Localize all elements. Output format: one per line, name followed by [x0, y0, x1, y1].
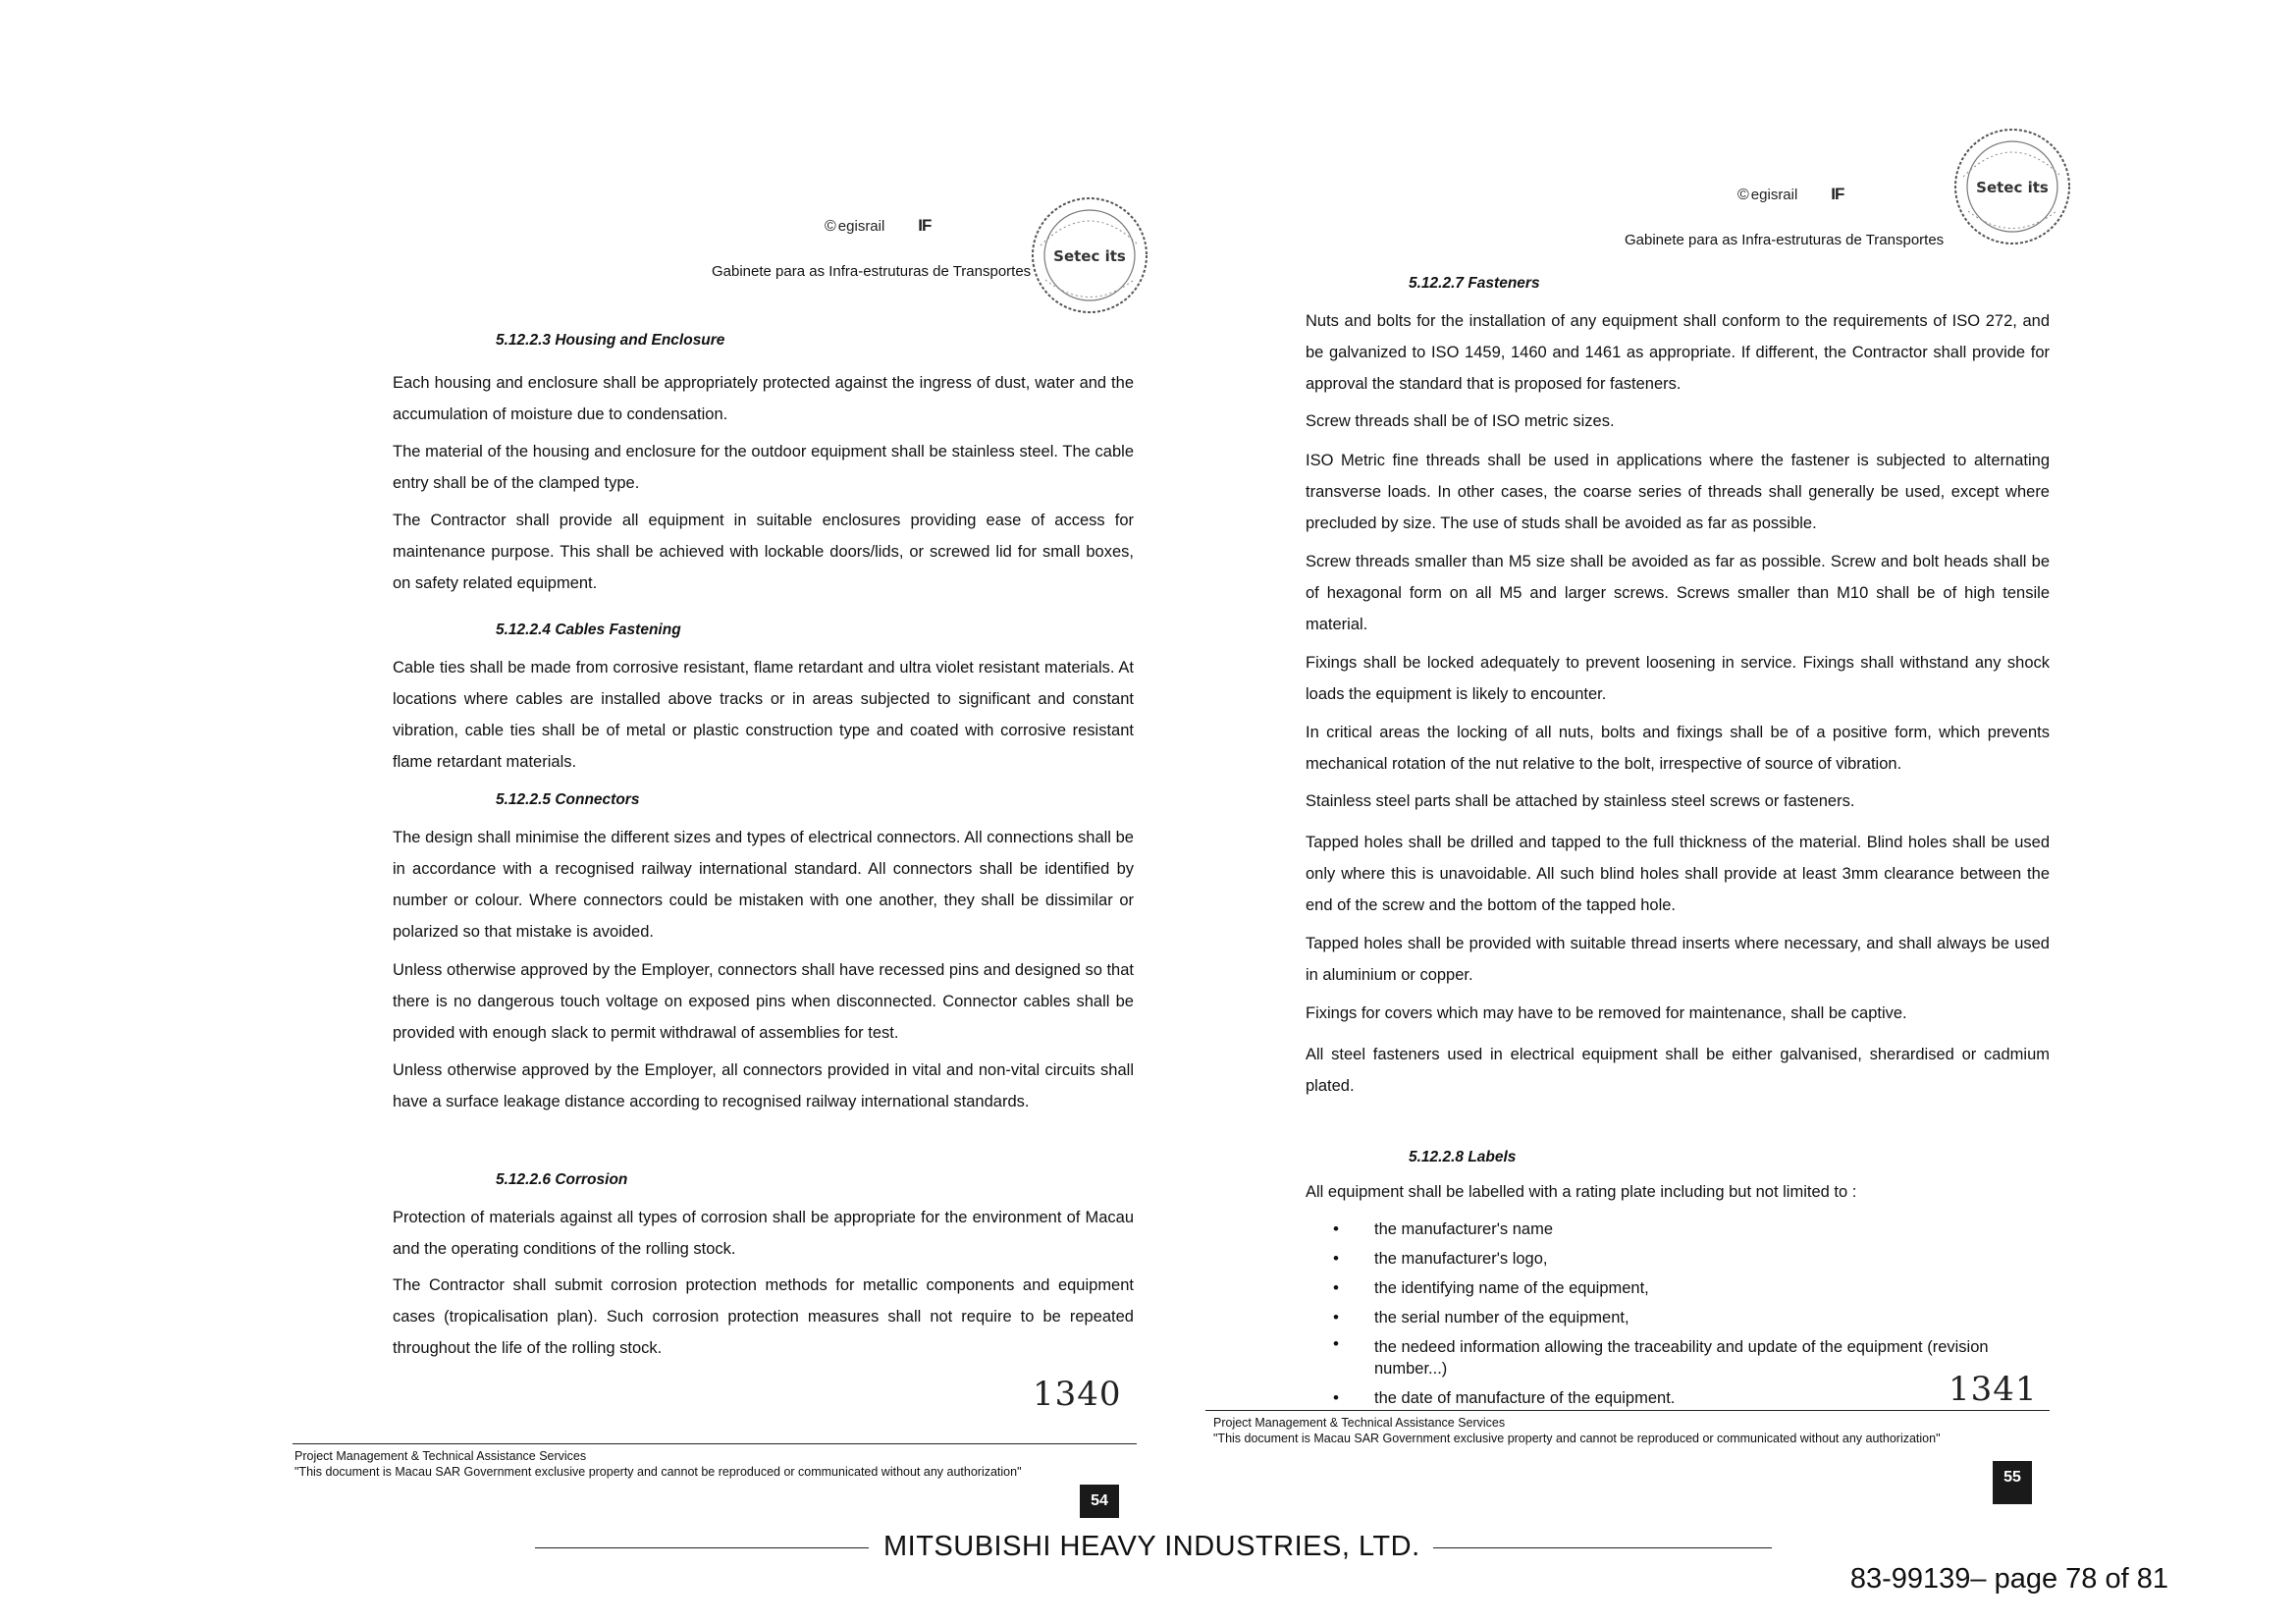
if-logo: IF: [918, 216, 932, 235]
handwritten-page-number: 1340: [1033, 1375, 1122, 1414]
paragraph: Cable ties shall be made from corrosive resistant, flame retardant and ultra violet resistant materials. At locations where cables are installed above tracks or in areas subjected to significant and constant vibration, cable ties shall be of metal or plastic construction type and coated with corrosive resistant flame retardant materials.: [393, 659, 1134, 771]
svg-text:Setec its: Setec its: [1976, 179, 2049, 196]
paragraph: The Contractor shall provide all equipment in suitable enclosures providing ease of access for maintenance purpose. This shall be achieved with lockable doors/lids, or screwed lid for small boxes, on safety related equipment.: [393, 512, 1134, 592]
gabinete-line: Gabinete para as Infra-estruturas de Transportes: [1625, 232, 1945, 248]
page-number-badge: 55: [1993, 1461, 2032, 1504]
list-item: • the date of manufacture of the equipment.: [1306, 1384, 2050, 1412]
company-name: MITSUBISHI HEAVY INDUSTRIES, LTD.: [883, 1531, 1420, 1562]
footer-services: Project Management & Technical Assistance Services: [294, 1449, 587, 1463]
company-banner: [535, 1527, 1772, 1566]
paragraph: Screw threads shall be of ISO metric sizes.: [1306, 412, 1615, 430]
list-item: • the manufacturer's name: [1306, 1216, 2050, 1243]
egis-logo: © egisrail: [1737, 187, 1797, 203]
paragraph: The material of the housing and enclosure for the outdoor equipment shall be stainless steel. The cable entry shall be of the clamped type.: [393, 443, 1134, 492]
list-item: • the manufacturer's logo,: [1306, 1245, 2050, 1272]
paragraph: All steel fasteners used in electrical equipment shall be either galvanised, sherardised or cadmium plated.: [1306, 1046, 2050, 1095]
footer-rule: [293, 1443, 1137, 1444]
document-page-reference: 83-99139– page 78 of 81: [1849, 1563, 2168, 1595]
banner-rule-right: [1433, 1547, 1772, 1548]
handwritten-page-number: 1341: [1949, 1370, 2038, 1409]
section-heading: 5.12.2.8 Labels: [1409, 1149, 1517, 1165]
footer-services: Project Management & Technical Assistance Services: [1213, 1416, 1506, 1430]
paragraph: Stainless steel parts shall be attached by stainless steel screws or fasteners.: [1306, 792, 1855, 810]
section-heading: 5.12.2.4 Cables Fastening: [496, 622, 681, 638]
svg-text:Setec its: Setec its: [1053, 247, 1126, 265]
paragraph: Fixings for covers which may have to be removed for maintenance, shall be captive.: [1306, 1004, 1907, 1022]
section-heading: 5.12.2.5 Connectors: [496, 791, 640, 808]
section-heading: 5.12.2.7 Fasteners: [1409, 275, 1540, 292]
left-page: [393, 187, 1148, 1522]
paragraph: In critical areas the locking of all nuts, bolts and fixings shall be of a positive form, which prevents mechanical rotation of the nut relative to the bolt, irrespective of source of vibration.: [1306, 724, 2050, 773]
list-item: • the identifying name of the equipment,: [1306, 1274, 2050, 1302]
section-heading: 5.12.2.3 Housing and Enclosure: [496, 332, 725, 349]
page-number-badge: 54: [1080, 1485, 1119, 1518]
paragraph: The Contractor shall submit corrosion protection methods for metallic components and equipment cases (tropicalisation plan). Such corrosion protection measures shall not require to be repeated throughout the life of the rolling stock.: [393, 1276, 1134, 1357]
footer-copyright: "This document is Macau SAR Government exclusive property and cannot be reproduced or communicated without any authorization": [294, 1465, 1022, 1479]
footer-copyright: "This document is Macau SAR Government exclusive property and cannot be reproduced or communicated without any authorization": [1213, 1432, 1941, 1445]
paragraph: Unless otherwise approved by the Employer, all connectors provided in vital and non-vital circuits shall have a surface leakage distance according to recognised railway international standards.: [393, 1061, 1134, 1110]
paragraph: The design shall minimise the different sizes and types of electrical connectors. All connections shall be in accordance with a recognised railway international standard. All connectors shall be identified by number or colour. Where connectors could be mistaken with one another, they shall be dissimilar or polarized so that mistake is avoided.: [393, 829, 1134, 941]
seal-stamp-icon: [1021, 187, 1158, 324]
section-heading: 5.12.2.6 Corrosion: [496, 1171, 628, 1188]
list-item: • the nedeed information allowing the traceability and update of the equipment (revision number...): [1306, 1333, 2050, 1382]
seal-stamp-icon: [1944, 118, 2081, 255]
paragraph: Tapped holes shall be provided with suitable thread inserts where necessary, and shall always be used in aluminium or copper.: [1306, 935, 2050, 984]
if-logo: IF: [1831, 185, 1844, 203]
paragraph: Nuts and bolts for the installation of any equipment shall conform to the requirements of ISO 272, and be galvanized to ISO 1459, 1460 and 1461 as appropriate. If different, the Contractor shall provide for approval the standard that is proposed for fasteners.: [1306, 312, 2050, 393]
paragraph: Tapped holes shall be drilled and tapped to the full thickness of the material. Blind holes shall be used only where this is unavoidable. All such blind holes shall provide at least 3mm clearance between the end of the screw and the bottom of the tapped hole.: [1306, 834, 2050, 914]
header-logos: [825, 216, 931, 236]
labels-list: [1306, 1216, 2050, 1414]
paragraph: Protection of materials against all types of corrosion shall be appropriate for the environment of Macau and the operating conditions of the rolling stock.: [393, 1209, 1134, 1258]
right-page: [1306, 137, 2061, 1512]
paragraph: Screw threads smaller than M5 size shall be avoided as far as possible. Screw and bolt heads shall be of hexagonal form on all M5 and larger screws. Screws smaller than M10 shall be of high tensile material.: [1306, 553, 2050, 633]
gabinete-line: Gabinete para as Infra-estruturas de Transportes: [712, 263, 1032, 280]
paragraph: Unless otherwise approved by the Employer, connectors shall have recessed pins and designed so that there is no dangerous touch voltage on exposed pins when disconnected. Connector cables shall be provided with enough slack to permit withdrawal of assemblies for test.: [393, 961, 1134, 1042]
header-logos: [1737, 185, 1843, 204]
egis-logo: © egisrail: [825, 218, 884, 235]
list-item: • the serial number of the equipment,: [1306, 1304, 2050, 1331]
paragraph: Fixings shall be locked adequately to prevent loosening in service. Fixings shall withstand any shock loads the equipment is likely to encounter.: [1306, 654, 2050, 703]
paragraph: Each housing and enclosure shall be appropriately protected against the ingress of dust, water and the accumulation of moisture due to condensation.: [393, 374, 1134, 423]
paragraph: All equipment shall be labelled with a rating plate including but not limited to :: [1306, 1183, 1857, 1201]
banner-rule-left: [535, 1547, 869, 1548]
paragraph: ISO Metric fine threads shall be used in applications where the fastener is subjected to alternating transverse loads. In other cases, the coarse series of threads shall generally be used, except where precluded by size. The use of studs shall be avoided as far as possible.: [1306, 452, 2050, 532]
footer-rule: [1205, 1410, 2050, 1411]
